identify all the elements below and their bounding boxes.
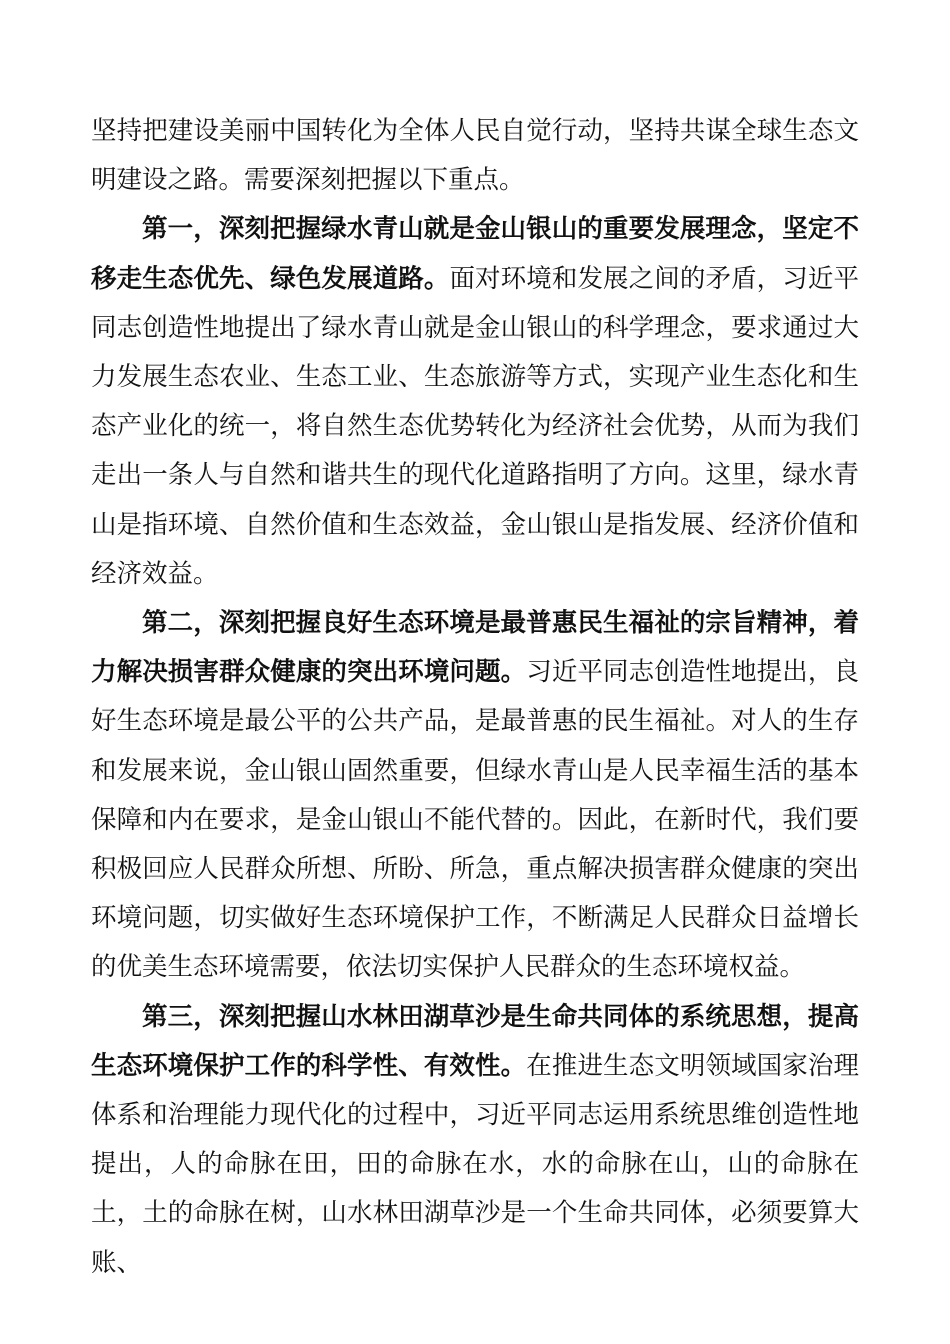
- paragraph-lead: 第三，深刻把握山水林田湖草沙是生命共同体的系统思想，提高生态环境保护工作的科学性、有效性。: [91, 1001, 859, 1081]
- paragraph-text: 在推进生态文明领域国家治理体系和治理能力现代化的过程中，习近平同志运用系统思维创造性地提出，人的命脉在田，田的命脉在水，水的命脉在山，山的命脉在土，土的命脉在树，山水林田湖草沙是一个生命共同体，必须要算大账、: [91, 1050, 859, 1278]
- paragraph-point-1: [91, 205, 859, 599]
- paragraph-point-2: [91, 599, 859, 993]
- paragraph-text: 习近平同志创造性地提出，良好生态环境是最公平的公共产品，是最普惠的民生福祉。对人的生存和发展来说，金山银山固然重要，但绿水青山是人民幸福生活的基本保障和内在要求，是金山银山不能代替的。因此，在新时代，我们要积极回应人民群众所想、所盼、所急，重点解决损害群众健康的突出环境问题，切实做好生态环境保护工作，不断满足人民群众日益增长的优美生态环境需要，依法切实保护人民群众的生态环境权益。: [91, 657, 859, 983]
- paragraph-text: 面对环境和发展之间的矛盾，习近平同志创造性地提出了绿水青山就是金山银山的科学理念，要求通过大力发展生态农业、生态工业、生态旅游等方式，实现产业生态化和生态产业化的统一，将自然生态优势转化为经济社会优势，从而为我们走出一条人与自然和谐共生的现代化道路指明了方向。这里，绿水青山是指环境、自然价值和生态效益，金山银山是指发展、经济价值和经济效益。: [91, 263, 859, 589]
- paragraph-lead: 第一，深刻把握绿水青山就是金山银山的重要发展理念，坚定不移走生态优先、绿色发展道路。: [91, 214, 859, 294]
- document-body: [91, 107, 859, 1288]
- paragraph-text: 坚持把建设美丽中国转化为全体人民自觉行动，坚持共谋全球生态文明建设之路。需要深刻把握以下重点。: [91, 116, 859, 196]
- paragraph-intro: [91, 107, 859, 205]
- paragraph-lead: 第二，深刻把握良好生态环境是最普惠民生福祉的宗旨精神，着力解决损害群众健康的突出环境问题。: [91, 608, 859, 688]
- paragraph-point-3: [91, 993, 859, 1288]
